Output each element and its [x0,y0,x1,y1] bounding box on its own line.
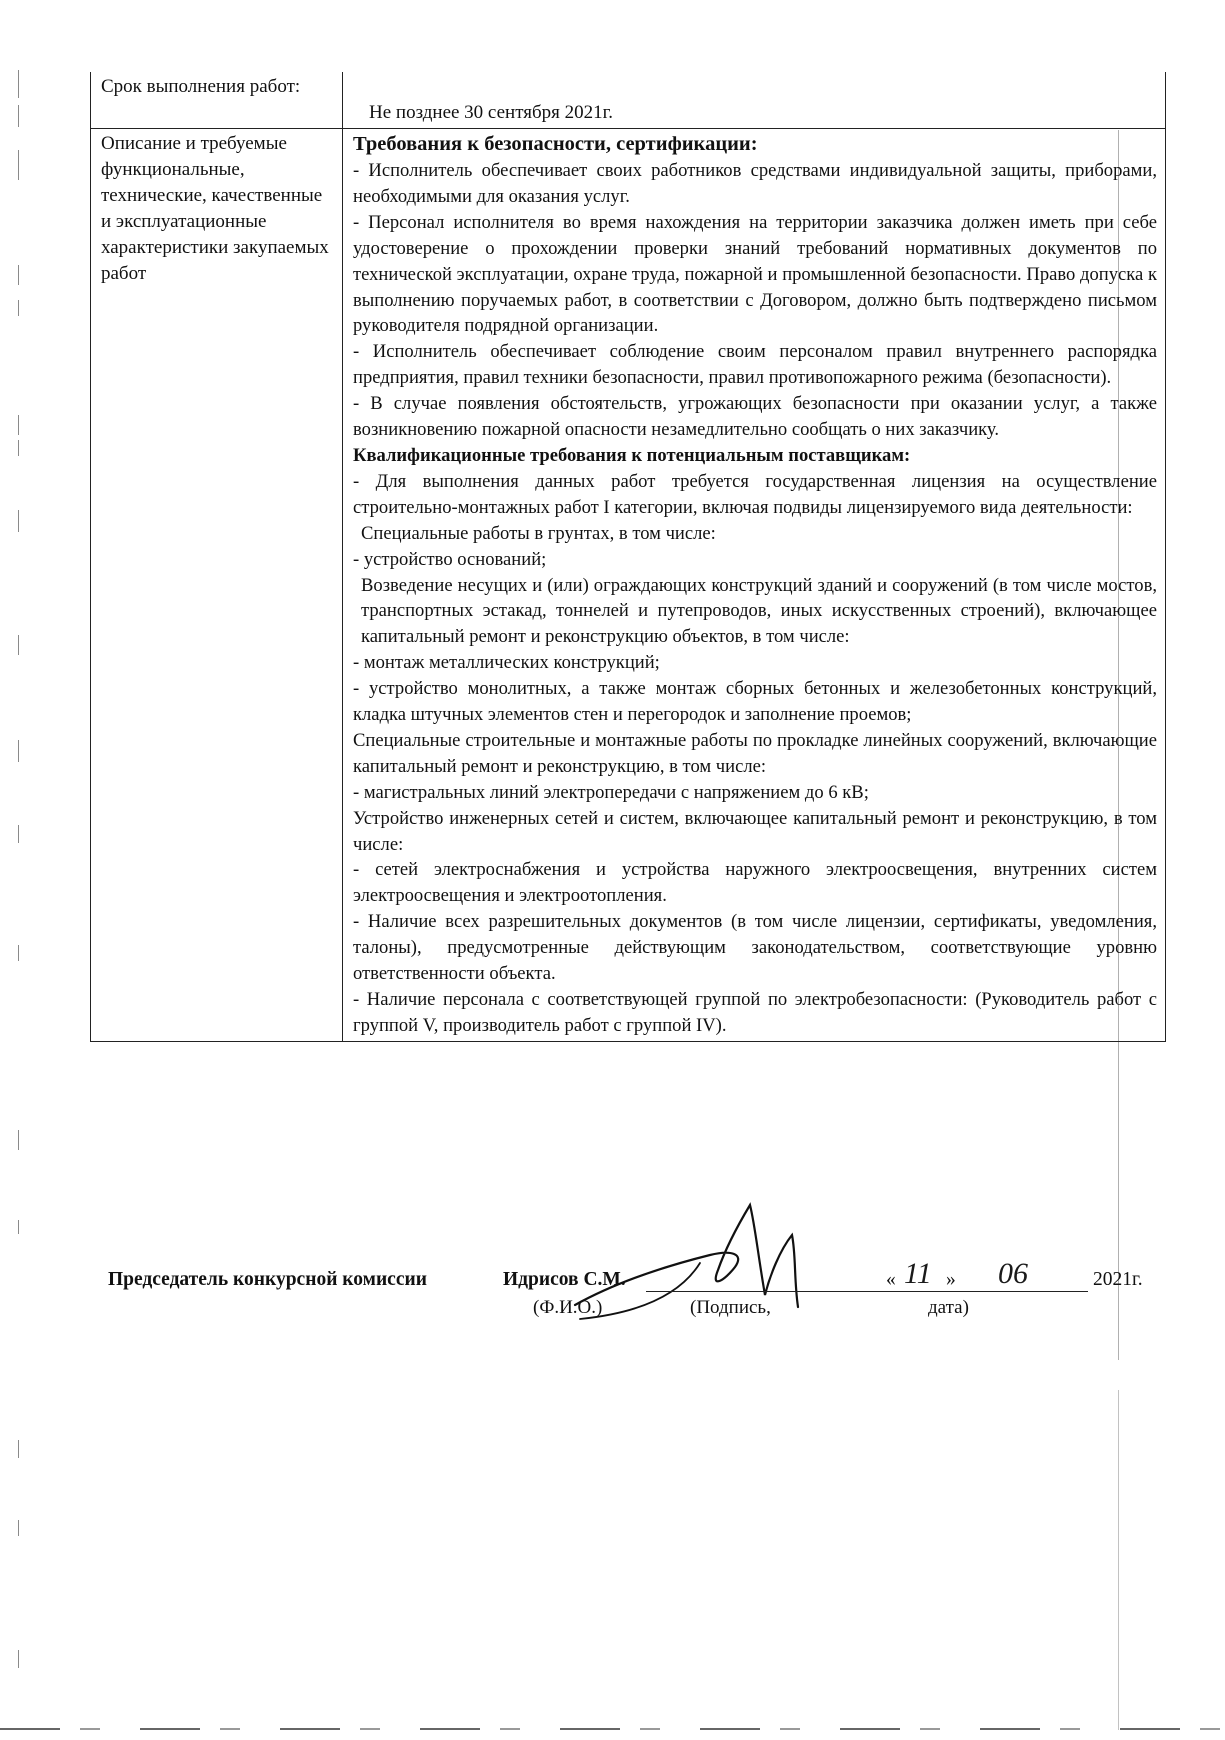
special-ground-works: Специальные работы в грунтах, в том числе: [361,522,716,544]
linear-works: Специальные строительные и монтажные работы по прокладке линейных сооружений, включающие капитальный ремонт и реконструкцию, в том числе: [353,729,1157,777]
scan-artifact [18,265,19,285]
qualification-heading: Квалификационные требования к потенциальным поставщикам: [353,444,911,466]
personnel-item: - Наличие персонала с соответствующей группой по электробезопасности: (Руководитель работ с группой V, производитель работ с группой IV). [353,989,1157,1036]
scan-artifact [18,440,19,456]
description-row [91,129,1166,1042]
engineering-networks: Устройство инженерных сетей и систем, включающее капитальный ремонт и реконструкцию, в том числе: [353,807,1157,855]
scan-artifact [18,150,19,180]
metal-structures-item: - монтаж металлических конструкций; [353,652,660,674]
date-day: 11 [904,1257,932,1290]
scan-artifact [18,1440,19,1458]
scan-artifact [18,945,19,961]
fio-caption: (Ф.И.О.) [533,1297,603,1318]
qualification-intro: - Для выполнения данных работ требуется государственная лицензия на осуществление строительно-монтажных работ I категории, включая подвиды лицензируемого вида деятельности: [353,470,1157,518]
date-quote-close: » [946,1269,956,1290]
safety-item: - Исполнитель обеспечивает своих работников средствами индивидуальной защиты, приборами, необходимыми для оказания услуг. [353,160,1157,207]
scan-artifact [18,300,19,316]
concrete-structures-item: - устройство монолитных, а также монтаж сборных бетонных и железобетонных конструкций, кладка штучных элементов стен и перегородок и заполнение проемов; [353,678,1157,726]
safety-item: - В случае появления обстоятельств, угрожающих безопасности при оказании услуг, а также возникновению пожарной опасности незамедлительно сообщать о них заказчику. [353,393,1157,441]
scan-artifact [18,510,19,532]
scan-artifact [18,825,19,843]
signature-block [108,1257,1168,1333]
electric-networks-item: - сетей электроснабжения и устройства наружного электроосвещения, внутренних систем электроосвещения и электроотопления. [353,859,1157,907]
structures-intro: Возведение несущих и (или) ограждающих конструкций зданий и сооружений (в том числе мостов, транспортных эстакад, тоннелей и путепроводов, иных искусственных строений), включающее капитальный ремонт и реконструкцию объектов, в том числе: [361,574,1157,648]
date-month: 06 [998,1257,1028,1290]
foundations-item: - устройство оснований; [353,548,547,570]
description-label: Описание и требуемые функциональные, технические, качественные и эксплуатационные характеристики закупаемых работ [91,129,343,1042]
scan-artifact [18,635,19,655]
scan-artifact [18,415,19,435]
scan-artifact [1118,1390,1119,1730]
date-year: 2021г. [1093,1269,1143,1290]
scan-artifact [18,1220,19,1234]
signature-line [646,1267,991,1292]
requirements-content [343,129,1166,1042]
deadline-label: Срок выполнения работ: [91,72,343,129]
scan-artifact [0,1728,1225,1730]
scan-artifact [18,105,19,127]
scan-artifact [18,1520,19,1536]
date-quote-open: « [886,1269,896,1290]
scan-artifact [18,1130,19,1150]
sign-caption: (Подпись, [690,1297,771,1318]
chairman-title: Председатель конкурсной комиссии [108,1269,427,1290]
date-caption: дата) [928,1297,969,1318]
chairman-name: Идрисов С.М. [503,1269,626,1290]
safety-item: - Персонал исполнителя во время нахождения на территории заказчика должен иметь при себе удостоверение о прохождении проверки знаний требований нормативных документов по технической эксплуатации, охране труда, пожарной и промышленной безопасности. Право допуска к выполнению поручаемых работ, в соответствии с Договором, должно быть подтверждено письмом руководителя подрядной организации. [353,211,1157,337]
permits-item: - Наличие всех разрешительных документов (в том числе лицензии, сертификаты, уведомления, талоны), предусмотренные действующим законодательством, соответствующие уровню ответственности объекта. [353,911,1157,985]
deadline-value: Не позднее 30 сентября 2021г. [343,72,1166,129]
safety-item: - Исполнитель обеспечивает соблюдение своим персоналом правил внутреннего распорядка предприятия, правил техники безопасности, правил противопожарного режима (безопасности). [353,341,1157,389]
scan-artifact [18,70,19,98]
deadline-row [91,72,1166,129]
specification-table [90,72,1166,1042]
scan-artifact [18,740,19,762]
scan-artifact [18,1650,19,1668]
safety-heading: Требования к безопасности, сертификации: [353,133,758,155]
power-lines-item: - магистральных линий электропередачи с напряжением до 6 кВ; [353,781,869,803]
